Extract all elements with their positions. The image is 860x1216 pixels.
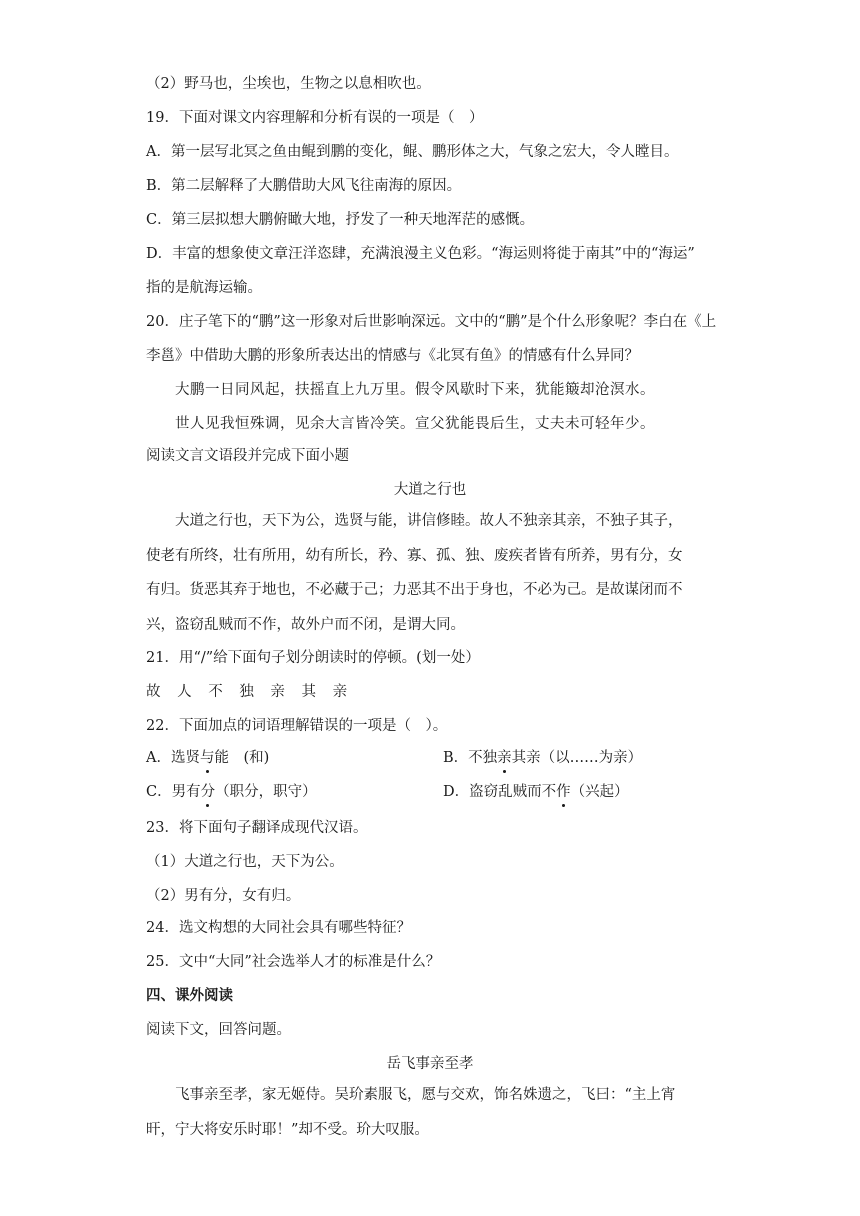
text-line: （2）野马也，尘埃也，生物之以息相吹也。: [146, 76, 431, 92]
option-22b: [443, 748, 642, 768]
option-text: C．男有: [146, 784, 201, 800]
option-text: （职分，职守）: [215, 784, 317, 800]
question-20-cont: 李邕》中借助大鹏的形象所表达出的情感与《北冥有鱼》的情感有什么异同？: [146, 348, 639, 364]
classical-passage: 大道之行也，天下为公，选贤与能，讲信修睦。故人不独亲其亲，不独子其子，使老有所终，壮有所用，幼有所长，矜、寡、孤、独、废疾者皆有所养，男有分，女有归。货恶其弃于地也，不必藏于己；力恶其不出于身也，不必为己。是故谋闭而不兴，盗窃乱贼而不作，故外户而不闭，是谓大同。: [146, 513, 683, 633]
poem-line-2: 世人见我恒殊调，见余大言皆冷笑。宣父犹能畏后生，丈夫未可轻年少。: [175, 416, 655, 432]
passage-title: 大道之行也: [393, 482, 467, 498]
question-21: 21．用“/”给下面句子划分朗读时的停顿。(划一处）: [146, 650, 480, 666]
poem-line-1: 大鹏一日同风起，扶摇直上九万里。假令风歇时下来，犹能簸却沧溟水。: [175, 382, 655, 398]
option-text: A．选贤: [146, 750, 200, 766]
option-19c: C．第三层拟想大鹏俯瞰大地，抒发了一种天地浑茫的感慨。: [146, 212, 535, 228]
option-22c: [146, 782, 317, 802]
question-25: 25．文中“大同”社会选举人才的标准是什么？: [146, 954, 441, 970]
classical-passage-2: 飞事亲至孝，家无姬侍。吴玠素服飞，愿与交欢，饰名姝遗之，飞曰：“主上宵旰，宁大将安乐时耶！”却不受。玠大叹服。: [146, 1087, 676, 1138]
question-23-part1: （1）大道之行也，天下为公。: [146, 854, 344, 870]
option-19a: A．第一层写北冥之鱼由鲲到鹏的变化，鲲、鹏形体之大，气象之宏大，令人瞠目。: [146, 144, 679, 160]
reading-instruction: 阅读文言文语段并完成下面小题: [146, 448, 349, 464]
option-text: （兴起）: [570, 784, 629, 800]
question-20: 20．庄子笔下的“鹏”这一形象对后世影响深远。文中的“鹏”是个什么形象呢？李白在《上: [146, 314, 717, 330]
option-text: D．盗窃乱贼而不: [443, 784, 557, 800]
question-22: 22．下面加点的词语理解错误的一项是（ ）。: [146, 718, 448, 734]
option-text: 能 (和): [214, 750, 270, 766]
option-19b: B．第二层解释了大鹏借助大风飞往南海的原因。: [146, 178, 462, 194]
question-21-sentence: 故 人 不 独 亲 其 亲: [146, 684, 354, 700]
option-22d: [443, 782, 629, 802]
question-19: 19．下面对课文内容理解和分析有误的一项是（ ）: [146, 110, 484, 126]
question-23-part2: （2）男有分，女有归。: [146, 888, 301, 904]
option-22a: [146, 748, 269, 768]
option-19d-cont: 指的是航海运输。: [146, 280, 262, 296]
reading-instruction-2: 阅读下文，回答问题。: [146, 1022, 291, 1038]
question-24: 24．选文构想的大同社会具有哪些特征？: [146, 920, 411, 936]
option-text: 其亲（以……为亲）: [511, 750, 643, 766]
option-text: B．不独: [443, 750, 498, 766]
question-23: 23．将下面句子翻译成现代汉语。: [146, 820, 368, 836]
passage-title-2: 岳飞事亲至孝: [386, 1056, 474, 1072]
dotted-char: 与: [199, 750, 215, 766]
dotted-char: 亲: [497, 750, 512, 766]
dotted-char: 作: [556, 784, 571, 800]
section-heading: 四、课外阅读: [146, 987, 233, 1004]
option-19d: D．丰富的想象使文章汪洋恣肆，充满浪漫主义色彩。“海运则将徙于南其”中的“海运”: [146, 246, 695, 262]
dotted-char: 分: [200, 784, 216, 800]
